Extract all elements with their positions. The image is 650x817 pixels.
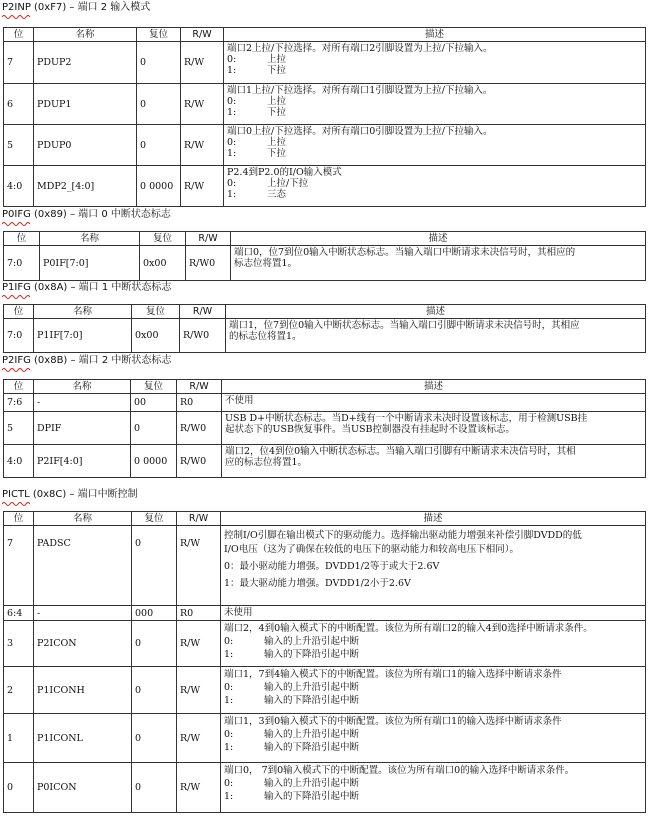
header-reset: 复位: [140, 232, 186, 246]
desc-line: 起状态下的USB恢复事件。当USB控制器没有挂起时不设置该标志。: [225, 424, 515, 435]
desc-line: 端口0， 7到0输入模式下的中断配置。该位为所有端口0的输入选择中断请求条件。: [224, 765, 575, 776]
reset-cell: 0: [137, 125, 181, 166]
header-name: 名称: [40, 232, 140, 246]
name-cell: P0ICON: [34, 763, 132, 813]
header-name: 名称: [34, 512, 132, 526]
bit-cell: 7:6: [4, 394, 34, 412]
table-row: [4, 763, 646, 813]
table-header-row: [4, 232, 646, 246]
reset-cell: 0: [137, 84, 181, 125]
header-desc: 描述: [231, 232, 646, 246]
option-line: 0: 输入的上升沿引起中断: [224, 778, 360, 789]
bit-cell: 4:0: [4, 445, 34, 478]
option-line: 1: 下拉: [227, 65, 287, 76]
name-cell: P1IF[7:0]: [34, 319, 132, 353]
table-row: [4, 526, 646, 606]
name-cell: -: [34, 606, 132, 621]
name-cell: P2ICON: [34, 621, 132, 667]
reset-cell: 00: [131, 394, 177, 412]
header-desc: 描述: [224, 28, 646, 42]
name-cell: PDUP1: [34, 84, 137, 125]
rw-cell: R/W: [181, 125, 224, 166]
option-line: 0: 输入的上升沿引起中断: [224, 682, 360, 693]
rw-cell: R/W: [181, 84, 224, 125]
table-row: [4, 621, 646, 667]
name-cell: PADSC: [34, 526, 132, 606]
desc-line: 0：最小驱动能力增强。DVDD1/2等于或大于2.6V: [224, 561, 440, 572]
bit-cell: 7:0: [4, 246, 40, 281]
reset-cell: 0: [132, 714, 177, 763]
bit-cell: 6: [4, 84, 34, 125]
desc-line: 端口1，7到4输入模式下的中断配置。该位为所有端口1的输入选择中断请求条件: [224, 669, 562, 680]
rw-cell: R/W: [177, 667, 221, 714]
desc-line: 控制I/O引脚在输出模式下的驱动能力。选择输出驱动能力增强来补偿引脚DVDD的低: [224, 530, 582, 541]
register-title-p2ifg: P2IFG (0x8B) – 端口 2 中断状态标志: [2, 355, 172, 366]
reset-cell: 0: [132, 621, 177, 667]
option-line: 1: 下拉: [227, 107, 287, 118]
header-rw: R/W: [180, 305, 226, 319]
desc-line: 的标志位将置1。: [229, 331, 302, 342]
rw-cell: R/W0: [177, 412, 222, 445]
desc-line: 标志位将置1。: [234, 258, 298, 269]
header-rw: R/W: [177, 512, 221, 526]
desc-line: 未使用: [224, 607, 253, 618]
reset-cell: 000: [132, 606, 177, 621]
name-cell: -: [34, 394, 131, 412]
register-title-p0ifg: P0IFG (0x89) – 端口 0 中断状态标志: [2, 209, 171, 220]
desc-line: 不使用: [225, 395, 254, 406]
header-reset: 复位: [132, 305, 180, 319]
register-table-p0ifg: [3, 231, 646, 281]
header-rw: R/W: [181, 28, 224, 42]
reset-cell: 0x00: [140, 246, 186, 281]
name-cell: MDP2_[4:0]: [34, 166, 137, 207]
reset-cell: 0 0000: [137, 166, 181, 207]
name-cell: P1ICONL: [34, 714, 132, 763]
option-line: 1: 输入的下降沿引起中断: [224, 742, 360, 753]
option-line: 1: 三态: [227, 189, 287, 200]
option-line: 1: 输入的下降沿引起中断: [224, 791, 360, 802]
desc-cell: [221, 667, 646, 714]
table-row: [4, 445, 646, 478]
desc-line: 端口0上拉/下拉选择。对所有端口0引脚设置为上拉/下拉输入。: [227, 126, 493, 137]
desc-cell: [221, 763, 646, 813]
table-row: [4, 166, 646, 207]
bit-cell: 7:0: [4, 319, 34, 353]
option-line: 0: 输入的上升沿引起中断: [224, 729, 360, 740]
desc-line: 端口1，位7到位0输入中断状态标志。当输入端口引脚中断请求未决信号时，其相应: [229, 320, 580, 331]
name-cell: P1ICONH: [34, 667, 132, 714]
desc-line: 应的标志位将置1。: [225, 457, 308, 468]
option-line: 0: 上拉: [227, 137, 287, 148]
header-desc: 描述: [221, 512, 646, 526]
register-table-p2ifg: [3, 379, 646, 478]
rw-cell: R/W: [181, 166, 224, 207]
option-line: 0: 上拉: [227, 96, 287, 107]
header-bit: 位: [4, 305, 34, 319]
desc-cell: [226, 319, 646, 353]
desc-line: 1：最大驱动能力增强。DVDD1/2小于2.6V: [224, 578, 411, 589]
register-title-p2inp: P2INP (0xF7) – 端口 2 输入模式: [2, 2, 151, 13]
desc-cell: [221, 714, 646, 763]
rw-cell: R/W: [177, 714, 221, 763]
wavy-underline-icon: [2, 367, 30, 372]
register-title-pictl: PICTL (0x8C) – 端口中断控制: [2, 489, 138, 500]
header-bit: 位: [4, 380, 34, 394]
header-bit: 位: [4, 512, 34, 526]
option-line: 1: 输入的下降沿引起中断: [224, 695, 360, 706]
reset-cell: 0: [131, 412, 177, 445]
header-desc: 描述: [226, 305, 646, 319]
table-row: [4, 667, 646, 714]
option-line: 0: 上拉/下拉: [227, 178, 309, 189]
table-header-row: [4, 512, 646, 526]
header-bit: 位: [4, 232, 40, 246]
bit-cell: 5: [4, 125, 34, 166]
table-row: [4, 319, 646, 353]
rw-cell: R/W0: [180, 319, 226, 353]
table-row: [4, 84, 646, 125]
desc-cell: [221, 621, 646, 667]
header-name: 名称: [34, 380, 131, 394]
desc-cell: [222, 445, 646, 478]
header-desc: 描述: [222, 380, 646, 394]
name-cell: P0IF[7:0]: [40, 246, 140, 281]
name-cell: PDUP2: [34, 42, 137, 84]
rw-cell: R/W0: [177, 445, 222, 478]
desc-line: P2.4到P2.0的I/O输入模式: [227, 167, 342, 178]
header-rw: R/W: [186, 232, 231, 246]
register-table-pictl: [3, 511, 646, 813]
desc-line: 端口2，位4到位0输入中断状态标志。当输入端口引脚有中断请求未决信号时，其相: [225, 446, 576, 457]
desc-line: I/O电压（这为了确保在较低的电压下的驱动能力和较高电压下相同）。: [224, 544, 519, 555]
reset-cell: 0: [132, 763, 177, 813]
table-row: [4, 412, 646, 445]
desc-cell: [221, 526, 646, 606]
table-row: [4, 394, 646, 412]
name-cell: P2IF[4:0]: [34, 445, 131, 478]
header-name: 名称: [34, 28, 137, 42]
register-title-p1ifg: P1IFG (0x8A) – 端口 1 中断状态标志: [2, 282, 172, 293]
bit-cell: 5: [4, 412, 34, 445]
rw-cell: R/W0: [186, 246, 231, 281]
desc-cell: [224, 166, 646, 207]
register-table-p1ifg: [3, 304, 646, 353]
reset-cell: 0x00: [132, 319, 180, 353]
desc-cell: [222, 394, 646, 412]
wavy-underline-icon: [2, 501, 30, 506]
desc-line: 端口2上拉/下拉选择。对所有端口2引脚设置为上拉/下拉输入。: [227, 43, 493, 54]
header-reset: 复位: [131, 380, 177, 394]
desc-cell: [224, 42, 646, 84]
table-row: [4, 125, 646, 166]
name-cell: PDUP0: [34, 125, 137, 166]
rw-cell: R/W: [177, 621, 221, 667]
table-header-row: [4, 28, 646, 42]
table-row: [4, 714, 646, 763]
bit-cell: 6:4: [4, 606, 34, 621]
table-header-row: [4, 380, 646, 394]
reset-cell: 0 0000: [131, 445, 177, 478]
header-bit: 位: [4, 28, 34, 42]
bit-cell: 7: [4, 42, 34, 84]
table-row: [4, 606, 646, 621]
desc-line: 端口2，4到0输入模式下的中断配置。该位为所有端口2的输入4到0选择中断请求条件。: [224, 623, 593, 634]
rw-cell: R0: [177, 606, 221, 621]
table-row: [4, 246, 646, 281]
reset-cell: 0: [137, 42, 181, 84]
desc-line: 端口1上拉/下拉选择。对所有端口1引脚设置为上拉/下拉输入。: [227, 85, 493, 96]
register-table-p2inp: [3, 27, 646, 207]
rw-cell: R/W: [181, 42, 224, 84]
option-line: 0: 上拉: [227, 54, 287, 65]
header-name: 名称: [34, 305, 132, 319]
desc-cell: [224, 125, 646, 166]
bit-cell: 3: [4, 621, 34, 667]
desc-cell: [221, 606, 646, 621]
name-cell: DPIF: [34, 412, 131, 445]
option-line: 0: 输入的上升沿引起中断: [224, 636, 360, 647]
reset-cell: 0: [132, 667, 177, 714]
desc-line: USB D+中断状态标志。当D+线有一个中断请求未决时设置该标志，用于检测USB挂: [225, 413, 588, 424]
table-header-row: [4, 305, 646, 319]
header-rw: R/W: [177, 380, 222, 394]
bit-cell: 7: [4, 526, 34, 606]
table-row: [4, 42, 646, 84]
desc-cell: [224, 84, 646, 125]
wavy-underline-icon: [2, 221, 30, 226]
bit-cell: 4:0: [4, 166, 34, 207]
rw-cell: R/W: [177, 763, 221, 813]
bit-cell: 2: [4, 667, 34, 714]
wavy-underline-icon: [2, 294, 30, 299]
bit-cell: 1: [4, 714, 34, 763]
rw-cell: R/W: [177, 526, 221, 606]
rw-cell: R0: [177, 394, 222, 412]
option-line: 1: 下拉: [227, 148, 287, 159]
header-reset: 复位: [137, 28, 181, 42]
header-reset: 复位: [132, 512, 177, 526]
desc-cell: [222, 412, 646, 445]
option-line: 1: 输入的下降沿引起中断: [224, 649, 360, 660]
desc-line: 端口0，位7到位0输入中断状态标志。当输入端口中断请求未决信号时，其相应的: [234, 247, 576, 258]
desc-cell: [231, 246, 646, 281]
bit-cell: 0: [4, 763, 34, 813]
reset-cell: 0: [132, 526, 177, 606]
desc-line: 端口1，3到0输入模式下的中断配置。该位为所有端口1的输入选择中断请求条件: [224, 716, 562, 727]
wavy-underline-icon: [2, 14, 30, 19]
